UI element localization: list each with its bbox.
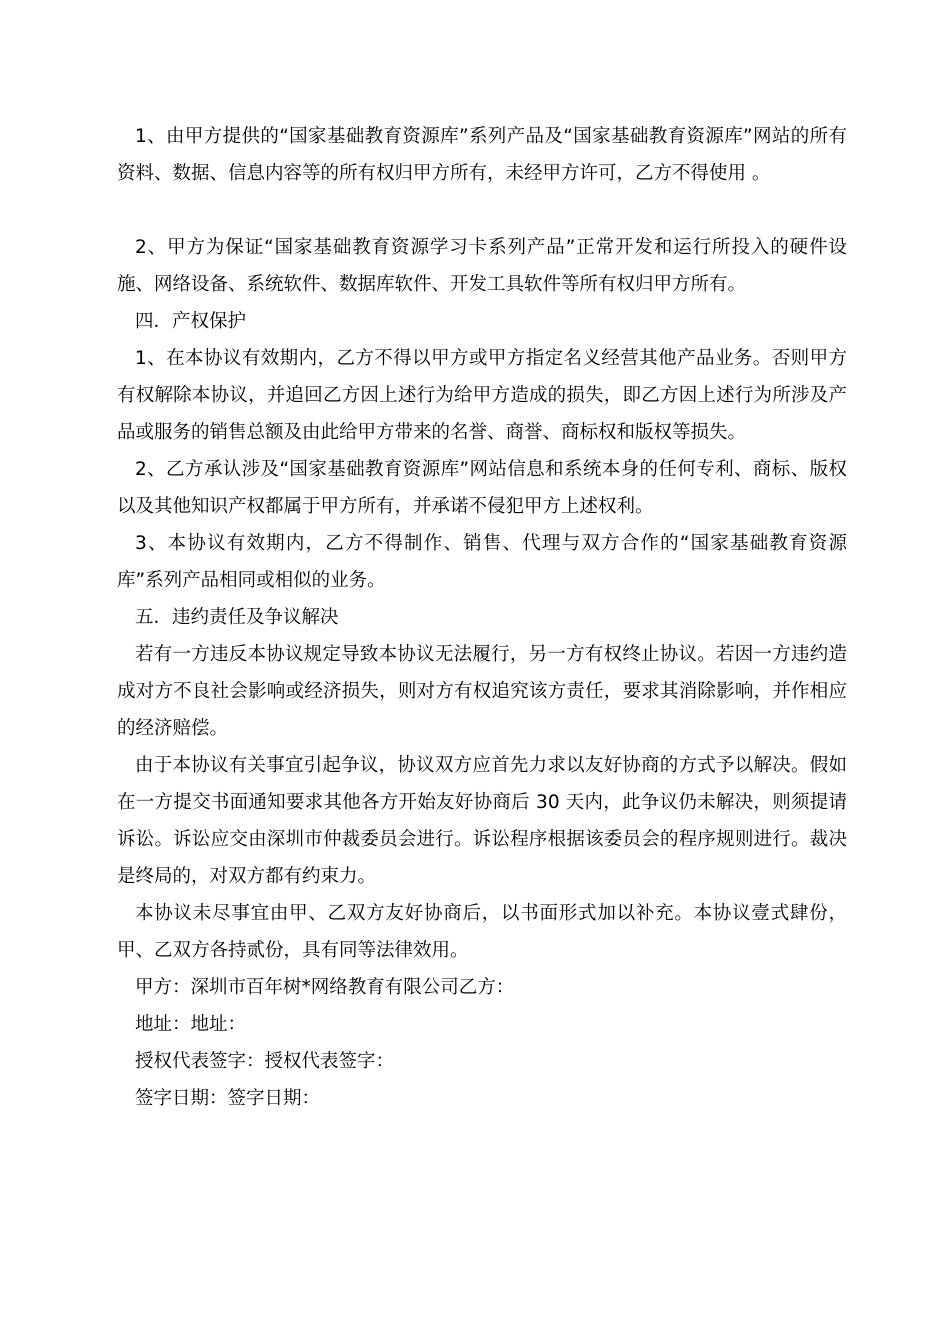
clause-disputes: 由于本协议有关事宜引起争议，协议双方应首先力求以友好协商的方式予以解决。假如在一方提交书面通知要求其他各方开始友好协商后 30 天内，此争议仍未解决，则须提请诉讼。诉讼应交由深圳市仲裁委员会进行。诉讼程序根据该委员会的程序规则进行。裁决是终局的，对双方都有约束力。 bbox=[117, 755, 847, 887]
signature-representative: 授权代表签字：授权代表签字： bbox=[135, 1051, 395, 1072]
clause-ownership-data: 1、由甲方提供的“国家基础教育资源库”系列产品及“国家基础教育资源库”网站的所有资料、数据、信息内容等的所有权归甲方所有，未经甲方许可，乙方不得使用 。 bbox=[117, 126, 847, 184]
section-heading-breach-disputes: 五．违约责任及争议解决 bbox=[135, 607, 339, 628]
clause-ip-1: 1、在本协议有效期内，乙方不得以甲方或甲方指定名义经营其他产品业务。否则甲方有权解除本协议，并追回乙方因上述行为给甲方造成的损失，即乙方因上述行为所涉及产品或服务的销售总额及由此给甲方带来的名誉、商誉、商标权和版权等损失。 bbox=[117, 348, 847, 443]
clause-ip-2: 2、乙方承认涉及“国家基础教育资源库”网站信息和系统本身的任何专利、商标、版权以及其他知识产权都属于甲方所有，并承诺不侵犯甲方上述权利。 bbox=[117, 459, 847, 517]
signature-address: 地址：地址： bbox=[135, 1014, 247, 1035]
signature-parties: 甲方：深圳市百年树*网络教育有限公司乙方： bbox=[135, 977, 515, 998]
clause-ip-3: 3、本协议有效期内，乙方不得制作、销售、代理与双方合作的“国家基础教育资源库”系列产品相同或相似的业务。 bbox=[117, 533, 847, 591]
clause-supplement: 本协议未尽事宜由甲、乙双方友好协商后，以书面形式加以补充。本协议壹式肆份，甲、乙双方各持贰份，具有同等法律效用。 bbox=[117, 903, 847, 961]
section-heading-ip-protection: 四．产权保护 bbox=[135, 311, 247, 332]
signature-date: 签字日期：签字日期： bbox=[135, 1088, 321, 1109]
clause-ownership-hardware: 2、甲方为保证“国家基础教育资源学习卡系列产品”正常开发和运行所投入的硬件设施、网络设备、系统软件、数据库软件、开发工具软件等所有权归甲方所有。 bbox=[117, 237, 847, 295]
clause-breach: 若有一方违反本协议规定导致本协议无法履行，另一方有权终止协议。若因一方违约造成对方不良社会影响或经济损失，则对方有权追究该方责任，要求其消除影响，并作相应的经济赔偿。 bbox=[117, 644, 847, 739]
document-body bbox=[117, 118, 847, 1117]
